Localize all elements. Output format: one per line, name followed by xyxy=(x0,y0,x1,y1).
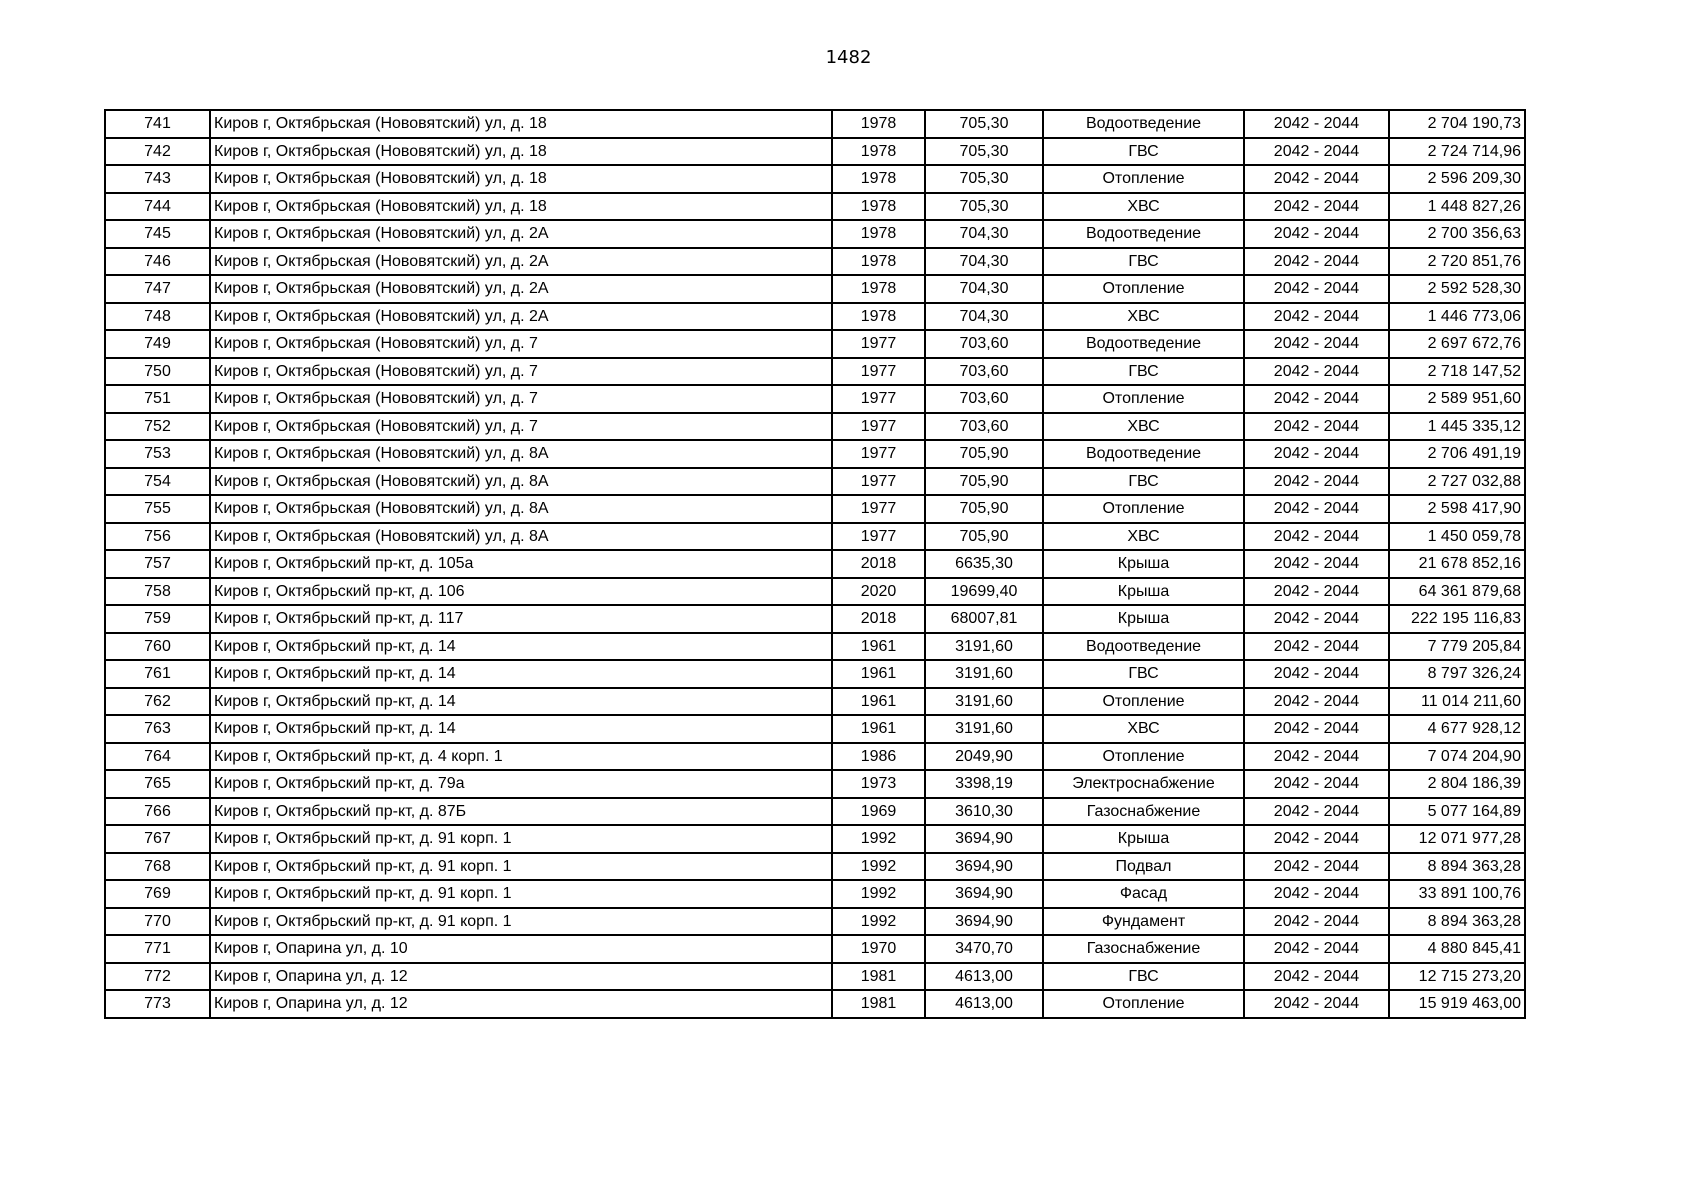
build-year-cell: 1992 xyxy=(832,853,925,881)
area-cell: 704,30 xyxy=(925,220,1043,248)
row-number-cell: 772 xyxy=(105,963,210,991)
area-cell: 3610,30 xyxy=(925,798,1043,826)
work-type-cell: ГВС xyxy=(1043,468,1244,496)
table-row xyxy=(105,853,1525,881)
address-cell: Киров г, Октябрьская (Нововятский) ул, д. 18 xyxy=(210,193,832,221)
row-number-cell: 755 xyxy=(105,495,210,523)
area-cell: 705,90 xyxy=(925,468,1043,496)
row-number-cell: 766 xyxy=(105,798,210,826)
work-type-cell: Водоотведение xyxy=(1043,220,1244,248)
address-cell: Киров г, Октябрьский пр-кт, д. 4 корп. 1 xyxy=(210,743,832,771)
period-cell: 2042 - 2044 xyxy=(1244,633,1389,661)
table-row xyxy=(105,165,1525,193)
table-row xyxy=(105,358,1525,386)
build-year-cell: 1978 xyxy=(832,220,925,248)
build-year-cell: 1977 xyxy=(832,495,925,523)
row-number-cell: 771 xyxy=(105,935,210,963)
work-type-cell: Отопление xyxy=(1043,743,1244,771)
period-cell: 2042 - 2044 xyxy=(1244,358,1389,386)
work-type-cell: Крыша xyxy=(1043,605,1244,633)
build-year-cell: 1977 xyxy=(832,440,925,468)
table-row xyxy=(105,413,1525,441)
table-row xyxy=(105,990,1525,1018)
build-year-cell: 1973 xyxy=(832,770,925,798)
row-number-cell: 769 xyxy=(105,880,210,908)
row-number-cell: 750 xyxy=(105,358,210,386)
address-cell: Киров г, Октябрьская (Нововятский) ул, д. 18 xyxy=(210,110,832,138)
row-number-cell: 751 xyxy=(105,385,210,413)
build-year-cell: 1978 xyxy=(832,193,925,221)
table-row xyxy=(105,633,1525,661)
area-cell: 705,30 xyxy=(925,165,1043,193)
period-cell: 2042 - 2044 xyxy=(1244,193,1389,221)
build-year-cell: 2020 xyxy=(832,578,925,606)
build-year-cell: 1992 xyxy=(832,880,925,908)
period-cell: 2042 - 2044 xyxy=(1244,303,1389,331)
address-cell: Киров г, Октябрьский пр-кт, д. 14 xyxy=(210,660,832,688)
cost-cell: 1 445 335,12 xyxy=(1389,413,1525,441)
period-cell: 2042 - 2044 xyxy=(1244,468,1389,496)
cost-cell: 5 077 164,89 xyxy=(1389,798,1525,826)
row-number-cell: 764 xyxy=(105,743,210,771)
table-row xyxy=(105,385,1525,413)
build-year-cell: 1977 xyxy=(832,413,925,441)
row-number-cell: 770 xyxy=(105,908,210,936)
cost-cell: 2 598 417,90 xyxy=(1389,495,1525,523)
address-cell: Киров г, Октябрьская (Нововятский) ул, д. 2А xyxy=(210,248,832,276)
cost-cell: 2 697 672,76 xyxy=(1389,330,1525,358)
work-type-cell: ГВС xyxy=(1043,660,1244,688)
work-type-cell: Водоотведение xyxy=(1043,330,1244,358)
period-cell: 2042 - 2044 xyxy=(1244,330,1389,358)
period-cell: 2042 - 2044 xyxy=(1244,385,1389,413)
cost-cell: 2 720 851,76 xyxy=(1389,248,1525,276)
period-cell: 2042 - 2044 xyxy=(1244,578,1389,606)
cost-cell: 11 014 211,60 xyxy=(1389,688,1525,716)
address-cell: Киров г, Октябрьский пр-кт, д. 14 xyxy=(210,633,832,661)
address-cell: Киров г, Октябрьская (Нововятский) ул, д. 2А xyxy=(210,220,832,248)
cost-cell: 4 677 928,12 xyxy=(1389,715,1525,743)
table-row xyxy=(105,578,1525,606)
address-cell: Киров г, Опарина ул, д. 12 xyxy=(210,963,832,991)
area-cell: 705,30 xyxy=(925,193,1043,221)
period-cell: 2042 - 2044 xyxy=(1244,605,1389,633)
cost-cell: 2 592 528,30 xyxy=(1389,275,1525,303)
cost-cell: 21 678 852,16 xyxy=(1389,550,1525,578)
row-number-cell: 741 xyxy=(105,110,210,138)
address-cell: Киров г, Октябрьская (Нововятский) ул, д. 8А xyxy=(210,523,832,551)
row-number-cell: 763 xyxy=(105,715,210,743)
cost-cell: 4 880 845,41 xyxy=(1389,935,1525,963)
period-cell: 2042 - 2044 xyxy=(1244,440,1389,468)
period-cell: 2042 - 2044 xyxy=(1244,743,1389,771)
address-cell: Киров г, Октябрьский пр-кт, д. 91 корп. 1 xyxy=(210,880,832,908)
area-cell: 705,90 xyxy=(925,495,1043,523)
build-year-cell: 1978 xyxy=(832,110,925,138)
cost-cell: 2 718 147,52 xyxy=(1389,358,1525,386)
work-type-cell: Отопление xyxy=(1043,990,1244,1018)
cost-cell: 12 071 977,28 xyxy=(1389,825,1525,853)
work-type-cell: Фасад xyxy=(1043,880,1244,908)
work-type-cell: ХВС xyxy=(1043,715,1244,743)
address-cell: Киров г, Октябрьская (Нововятский) ул, д. 8А xyxy=(210,440,832,468)
period-cell: 2042 - 2044 xyxy=(1244,110,1389,138)
address-cell: Киров г, Октябрьская (Нововятский) ул, д. 7 xyxy=(210,330,832,358)
cost-cell: 2 596 209,30 xyxy=(1389,165,1525,193)
work-type-cell: ГВС xyxy=(1043,248,1244,276)
address-cell: Киров г, Октябрьская (Нововятский) ул, д. 7 xyxy=(210,413,832,441)
period-cell: 2042 - 2044 xyxy=(1244,138,1389,166)
table-row xyxy=(105,110,1525,138)
build-year-cell: 1977 xyxy=(832,385,925,413)
table-row xyxy=(105,743,1525,771)
work-type-cell: Отопление xyxy=(1043,275,1244,303)
row-number-cell: 757 xyxy=(105,550,210,578)
period-cell: 2042 - 2044 xyxy=(1244,715,1389,743)
address-cell: Киров г, Октябрьский пр-кт, д. 117 xyxy=(210,605,832,633)
build-year-cell: 1992 xyxy=(832,908,925,936)
area-cell: 3191,60 xyxy=(925,633,1043,661)
build-year-cell: 1986 xyxy=(832,743,925,771)
cost-cell: 2 589 951,60 xyxy=(1389,385,1525,413)
build-year-cell: 2018 xyxy=(832,550,925,578)
build-year-cell: 2018 xyxy=(832,605,925,633)
address-cell: Киров г, Октябрьский пр-кт, д. 106 xyxy=(210,578,832,606)
area-cell: 703,60 xyxy=(925,413,1043,441)
build-year-cell: 1977 xyxy=(832,330,925,358)
build-year-cell: 1961 xyxy=(832,715,925,743)
period-cell: 2042 - 2044 xyxy=(1244,413,1389,441)
work-type-cell: Газоснабжение xyxy=(1043,798,1244,826)
table-row xyxy=(105,770,1525,798)
table-row xyxy=(105,220,1525,248)
row-number-cell: 756 xyxy=(105,523,210,551)
build-year-cell: 1969 xyxy=(832,798,925,826)
row-number-cell: 753 xyxy=(105,440,210,468)
row-number-cell: 759 xyxy=(105,605,210,633)
area-cell: 704,30 xyxy=(925,275,1043,303)
area-cell: 704,30 xyxy=(925,303,1043,331)
cost-cell: 1 450 059,78 xyxy=(1389,523,1525,551)
build-year-cell: 1961 xyxy=(832,688,925,716)
cost-cell: 7 779 205,84 xyxy=(1389,633,1525,661)
table-row xyxy=(105,963,1525,991)
address-cell: Киров г, Октябрьская (Нововятский) ул, д. 8А xyxy=(210,495,832,523)
period-cell: 2042 - 2044 xyxy=(1244,963,1389,991)
table-row xyxy=(105,440,1525,468)
cost-cell: 1 448 827,26 xyxy=(1389,193,1525,221)
period-cell: 2042 - 2044 xyxy=(1244,908,1389,936)
table-body xyxy=(105,110,1525,1018)
area-cell: 19699,40 xyxy=(925,578,1043,606)
row-number-cell: 760 xyxy=(105,633,210,661)
area-cell: 3694,90 xyxy=(925,908,1043,936)
area-cell: 705,90 xyxy=(925,523,1043,551)
row-number-cell: 773 xyxy=(105,990,210,1018)
address-cell: Киров г, Опарина ул, д. 10 xyxy=(210,935,832,963)
table-row xyxy=(105,330,1525,358)
work-type-cell: Крыша xyxy=(1043,825,1244,853)
period-cell: 2042 - 2044 xyxy=(1244,220,1389,248)
work-type-cell: Электроснабжение xyxy=(1043,770,1244,798)
cost-cell: 7 074 204,90 xyxy=(1389,743,1525,771)
area-cell: 3191,60 xyxy=(925,660,1043,688)
table-row xyxy=(105,715,1525,743)
table-row xyxy=(105,798,1525,826)
table-row xyxy=(105,193,1525,221)
period-cell: 2042 - 2044 xyxy=(1244,770,1389,798)
cost-cell: 222 195 116,83 xyxy=(1389,605,1525,633)
area-cell: 704,30 xyxy=(925,248,1043,276)
cost-cell: 15 919 463,00 xyxy=(1389,990,1525,1018)
work-type-cell: Отопление xyxy=(1043,165,1244,193)
period-cell: 2042 - 2044 xyxy=(1244,688,1389,716)
address-cell: Киров г, Октябрьский пр-кт, д. 91 корп. 1 xyxy=(210,825,832,853)
work-type-cell: Отопление xyxy=(1043,385,1244,413)
work-type-cell: Отопление xyxy=(1043,495,1244,523)
cost-cell: 12 715 273,20 xyxy=(1389,963,1525,991)
area-cell: 703,60 xyxy=(925,330,1043,358)
work-type-cell: ГВС xyxy=(1043,963,1244,991)
table-row xyxy=(105,303,1525,331)
address-cell: Киров г, Октябрьская (Нововятский) ул, д. 18 xyxy=(210,165,832,193)
build-year-cell: 1978 xyxy=(832,248,925,276)
work-type-cell: Отопление xyxy=(1043,688,1244,716)
area-cell: 4613,00 xyxy=(925,990,1043,1018)
period-cell: 2042 - 2044 xyxy=(1244,550,1389,578)
cost-cell: 2 706 491,19 xyxy=(1389,440,1525,468)
address-cell: Киров г, Октябрьская (Нововятский) ул, д. 18 xyxy=(210,138,832,166)
period-cell: 2042 - 2044 xyxy=(1244,825,1389,853)
table-row xyxy=(105,908,1525,936)
work-type-cell: ГВС xyxy=(1043,138,1244,166)
work-type-cell: Крыша xyxy=(1043,578,1244,606)
period-cell: 2042 - 2044 xyxy=(1244,165,1389,193)
work-type-cell: ГВС xyxy=(1043,358,1244,386)
table-row xyxy=(105,688,1525,716)
period-cell: 2042 - 2044 xyxy=(1244,880,1389,908)
period-cell: 2042 - 2044 xyxy=(1244,660,1389,688)
cost-cell: 1 446 773,06 xyxy=(1389,303,1525,331)
work-type-cell: ХВС xyxy=(1043,193,1244,221)
build-year-cell: 1977 xyxy=(832,358,925,386)
table-row xyxy=(105,495,1525,523)
area-cell: 4613,00 xyxy=(925,963,1043,991)
row-number-cell: 761 xyxy=(105,660,210,688)
row-number-cell: 746 xyxy=(105,248,210,276)
row-number-cell: 768 xyxy=(105,853,210,881)
address-cell: Киров г, Октябрьская (Нововятский) ул, д. 8А xyxy=(210,468,832,496)
period-cell: 2042 - 2044 xyxy=(1244,853,1389,881)
area-cell: 703,60 xyxy=(925,358,1043,386)
area-cell: 3694,90 xyxy=(925,880,1043,908)
table-row xyxy=(105,275,1525,303)
row-number-cell: 745 xyxy=(105,220,210,248)
address-cell: Киров г, Октябрьская (Нововятский) ул, д. 2А xyxy=(210,303,832,331)
table-row xyxy=(105,138,1525,166)
table-row xyxy=(105,660,1525,688)
address-cell: Киров г, Октябрьский пр-кт, д. 14 xyxy=(210,688,832,716)
work-type-cell: Фундамент xyxy=(1043,908,1244,936)
row-number-cell: 758 xyxy=(105,578,210,606)
area-cell: 68007,81 xyxy=(925,605,1043,633)
address-cell: Киров г, Октябрьский пр-кт, д. 79а xyxy=(210,770,832,798)
period-cell: 2042 - 2044 xyxy=(1244,523,1389,551)
work-type-cell: Крыша xyxy=(1043,550,1244,578)
table-row xyxy=(105,468,1525,496)
address-cell: Киров г, Октябрьский пр-кт, д. 87Б xyxy=(210,798,832,826)
cost-cell: 8 894 363,28 xyxy=(1389,853,1525,881)
row-number-cell: 765 xyxy=(105,770,210,798)
work-type-cell: Подвал xyxy=(1043,853,1244,881)
row-number-cell: 747 xyxy=(105,275,210,303)
table-row xyxy=(105,248,1525,276)
address-cell: Киров г, Октябрьский пр-кт, д. 91 корп. 1 xyxy=(210,853,832,881)
area-cell: 3694,90 xyxy=(925,825,1043,853)
row-number-cell: 767 xyxy=(105,825,210,853)
cost-cell: 33 891 100,76 xyxy=(1389,880,1525,908)
period-cell: 2042 - 2044 xyxy=(1244,990,1389,1018)
cost-cell: 8 797 326,24 xyxy=(1389,660,1525,688)
build-year-cell: 1977 xyxy=(832,468,925,496)
table-row xyxy=(105,935,1525,963)
row-number-cell: 752 xyxy=(105,413,210,441)
work-type-cell: Водоотведение xyxy=(1043,633,1244,661)
build-year-cell: 1978 xyxy=(832,138,925,166)
cost-cell: 2 704 190,73 xyxy=(1389,110,1525,138)
table-row xyxy=(105,523,1525,551)
area-cell: 703,60 xyxy=(925,385,1043,413)
row-number-cell: 754 xyxy=(105,468,210,496)
row-number-cell: 749 xyxy=(105,330,210,358)
cost-cell: 8 894 363,28 xyxy=(1389,908,1525,936)
repair-schedule-table xyxy=(104,109,1526,1019)
area-cell: 3398,19 xyxy=(925,770,1043,798)
area-cell: 3191,60 xyxy=(925,715,1043,743)
row-number-cell: 744 xyxy=(105,193,210,221)
cost-cell: 2 700 356,63 xyxy=(1389,220,1525,248)
area-cell: 705,30 xyxy=(925,110,1043,138)
row-number-cell: 742 xyxy=(105,138,210,166)
area-cell: 705,90 xyxy=(925,440,1043,468)
cost-cell: 2 804 186,39 xyxy=(1389,770,1525,798)
work-type-cell: Газоснабжение xyxy=(1043,935,1244,963)
address-cell: Киров г, Октябрьский пр-кт, д. 105а xyxy=(210,550,832,578)
area-cell: 2049,90 xyxy=(925,743,1043,771)
work-type-cell: Водоотведение xyxy=(1043,440,1244,468)
build-year-cell: 1978 xyxy=(832,275,925,303)
period-cell: 2042 - 2044 xyxy=(1244,248,1389,276)
period-cell: 2042 - 2044 xyxy=(1244,798,1389,826)
row-number-cell: 743 xyxy=(105,165,210,193)
area-cell: 3694,90 xyxy=(925,853,1043,881)
build-year-cell: 1961 xyxy=(832,633,925,661)
build-year-cell: 1977 xyxy=(832,523,925,551)
cost-cell: 2 727 032,88 xyxy=(1389,468,1525,496)
build-year-cell: 1981 xyxy=(832,990,925,1018)
page-number: 1482 xyxy=(825,47,872,68)
address-cell: Киров г, Октябрьская (Нововятский) ул, д. 7 xyxy=(210,358,832,386)
area-cell: 705,30 xyxy=(925,138,1043,166)
address-cell: Киров г, Опарина ул, д. 12 xyxy=(210,990,832,1018)
build-year-cell: 1981 xyxy=(832,963,925,991)
row-number-cell: 748 xyxy=(105,303,210,331)
address-cell: Киров г, Октябрьский пр-кт, д. 91 корп. 1 xyxy=(210,908,832,936)
build-year-cell: 1978 xyxy=(832,165,925,193)
area-cell: 3470,70 xyxy=(925,935,1043,963)
build-year-cell: 1961 xyxy=(832,660,925,688)
table-row xyxy=(105,605,1525,633)
period-cell: 2042 - 2044 xyxy=(1244,935,1389,963)
build-year-cell: 1978 xyxy=(832,303,925,331)
address-cell: Киров г, Октябрьская (Нововятский) ул, д. 2А xyxy=(210,275,832,303)
cost-cell: 64 361 879,68 xyxy=(1389,578,1525,606)
work-type-cell: Водоотведение xyxy=(1043,110,1244,138)
table-row xyxy=(105,550,1525,578)
period-cell: 2042 - 2044 xyxy=(1244,275,1389,303)
area-cell: 6635,30 xyxy=(925,550,1043,578)
work-type-cell: ХВС xyxy=(1043,413,1244,441)
table-row xyxy=(105,880,1525,908)
cost-cell: 2 724 714,96 xyxy=(1389,138,1525,166)
build-year-cell: 1970 xyxy=(832,935,925,963)
work-type-cell: ХВС xyxy=(1043,523,1244,551)
table-row xyxy=(105,825,1525,853)
area-cell: 3191,60 xyxy=(925,688,1043,716)
address-cell: Киров г, Октябрьский пр-кт, д. 14 xyxy=(210,715,832,743)
period-cell: 2042 - 2044 xyxy=(1244,495,1389,523)
address-cell: Киров г, Октябрьская (Нововятский) ул, д. 7 xyxy=(210,385,832,413)
row-number-cell: 762 xyxy=(105,688,210,716)
build-year-cell: 1992 xyxy=(832,825,925,853)
work-type-cell: ХВС xyxy=(1043,303,1244,331)
